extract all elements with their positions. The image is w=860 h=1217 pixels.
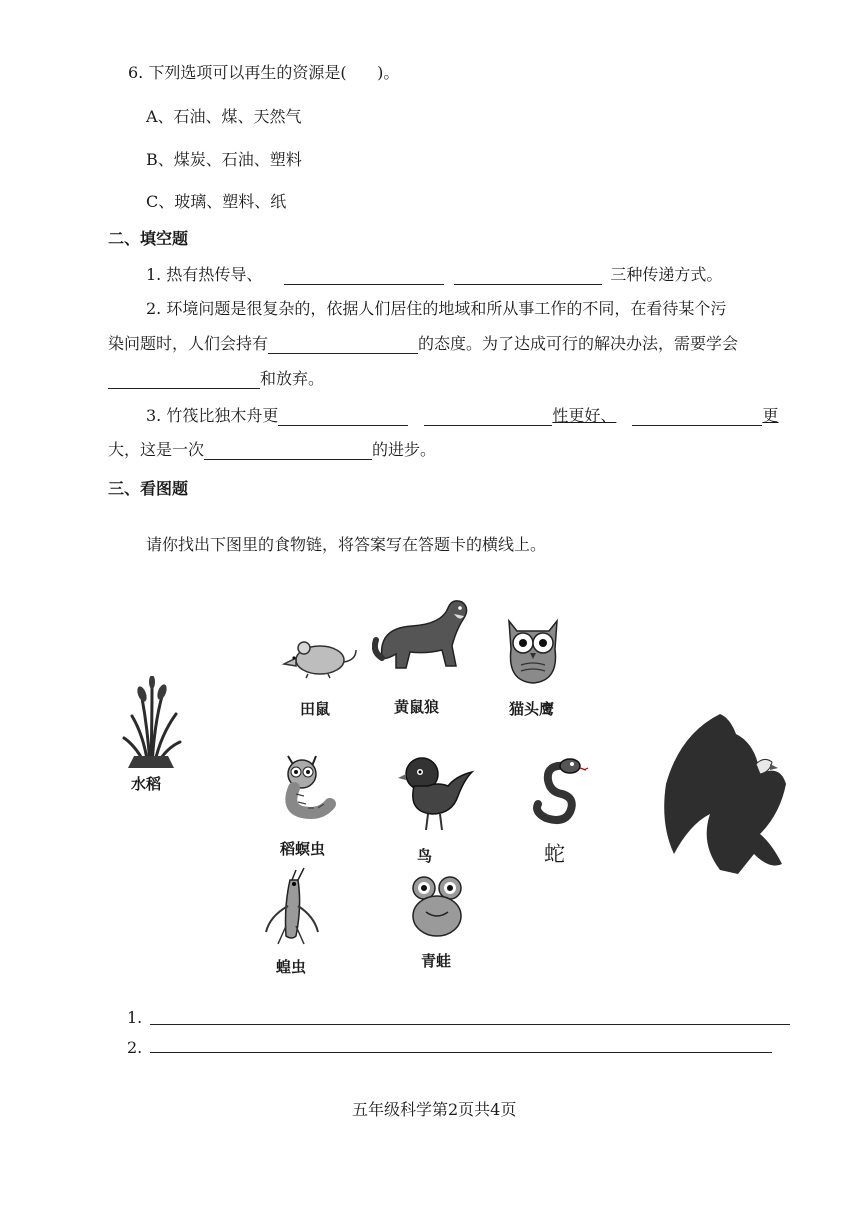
answer-line-2[interactable]	[150, 1052, 772, 1053]
rice-plant-image	[118, 676, 184, 768]
fill-q1-end: 三种传递方式。	[610, 265, 723, 284]
fill-q1-text: 1. 热有热传导、	[146, 265, 263, 284]
answer-label-1: 1.	[127, 1008, 143, 1027]
fill-q3-line1	[146, 403, 778, 426]
label-rice-borer: 稻螟虫	[280, 840, 326, 858]
answer-blank[interactable]	[632, 407, 762, 426]
page-footer: 五年级科学第2页共4页	[352, 1100, 517, 1119]
section-3-instruction: 请你找出下图里的食物链，将答案写在答题卡的横线上。	[146, 535, 547, 554]
owl-image	[499, 609, 567, 687]
label-weasel: 黄鼠狼	[394, 698, 440, 716]
label-frog: 青蛙	[421, 952, 452, 970]
bird-image	[398, 752, 476, 834]
label-snake: 蛇	[544, 842, 565, 866]
answer-blank[interactable]	[278, 407, 408, 426]
fill-q2-line2-end: 的态度。为了达成可行的解决办法，需要学会	[418, 334, 739, 353]
fill-q3-line2	[108, 437, 436, 460]
section-2-title: 二、填空题	[108, 229, 189, 248]
fill-q2-line2-text: 染问题时，人们会持有	[108, 334, 269, 353]
answer-blank[interactable]	[268, 335, 418, 354]
answer-label-2: 2.	[127, 1038, 143, 1057]
locust-image	[262, 866, 322, 946]
answer-blank[interactable]	[284, 266, 444, 285]
fill-q3-mid: 性更好、	[552, 406, 617, 425]
mouse-image	[280, 634, 360, 680]
fill-q3-line2-text: 大，这是一次	[108, 440, 205, 459]
q6-stem: 6. 下列选项可以再生的资源是( )。	[128, 63, 400, 82]
fill-q3-line2-end: 的进步。	[372, 440, 437, 459]
q6-option-b: B、煤炭、石油、塑料	[146, 150, 302, 169]
weasel-image	[372, 588, 474, 674]
fill-q2-line3-end: 和放弃。	[260, 369, 325, 388]
q6-option-c: C、玻璃、塑料、纸	[146, 192, 287, 211]
answer-blank[interactable]	[204, 441, 372, 460]
snake-image	[526, 756, 590, 828]
rice-borer-image	[272, 752, 338, 822]
fill-q2-line3	[108, 366, 324, 389]
label-owl: 猫头鹰	[509, 700, 555, 718]
label-bird: 鸟	[417, 847, 433, 865]
answer-blank[interactable]	[108, 370, 260, 389]
fill-q3-end: 更	[762, 406, 779, 425]
fill-q3-text: 3. 竹筏比独木舟更	[146, 406, 279, 425]
label-locust: 蝗虫	[276, 958, 307, 976]
fill-q2-line1: 2. 环境问题是很复杂的，依据人们居住的地域和所从事工作的不同，在看待某个污	[146, 299, 727, 318]
answer-blank[interactable]	[424, 407, 552, 426]
eagle-image	[660, 704, 790, 882]
answer-line-1[interactable]	[150, 1024, 790, 1025]
fill-q2-line2	[108, 331, 738, 354]
fill-q1	[146, 262, 722, 285]
section-3-title: 三、看图题	[108, 479, 189, 498]
label-mouse: 田鼠	[300, 700, 331, 718]
answer-blank[interactable]	[454, 266, 602, 285]
frog-image	[406, 874, 468, 940]
q6-option-a: A、石油、煤、天然气	[146, 107, 302, 126]
label-rice: 水稻	[131, 775, 162, 793]
